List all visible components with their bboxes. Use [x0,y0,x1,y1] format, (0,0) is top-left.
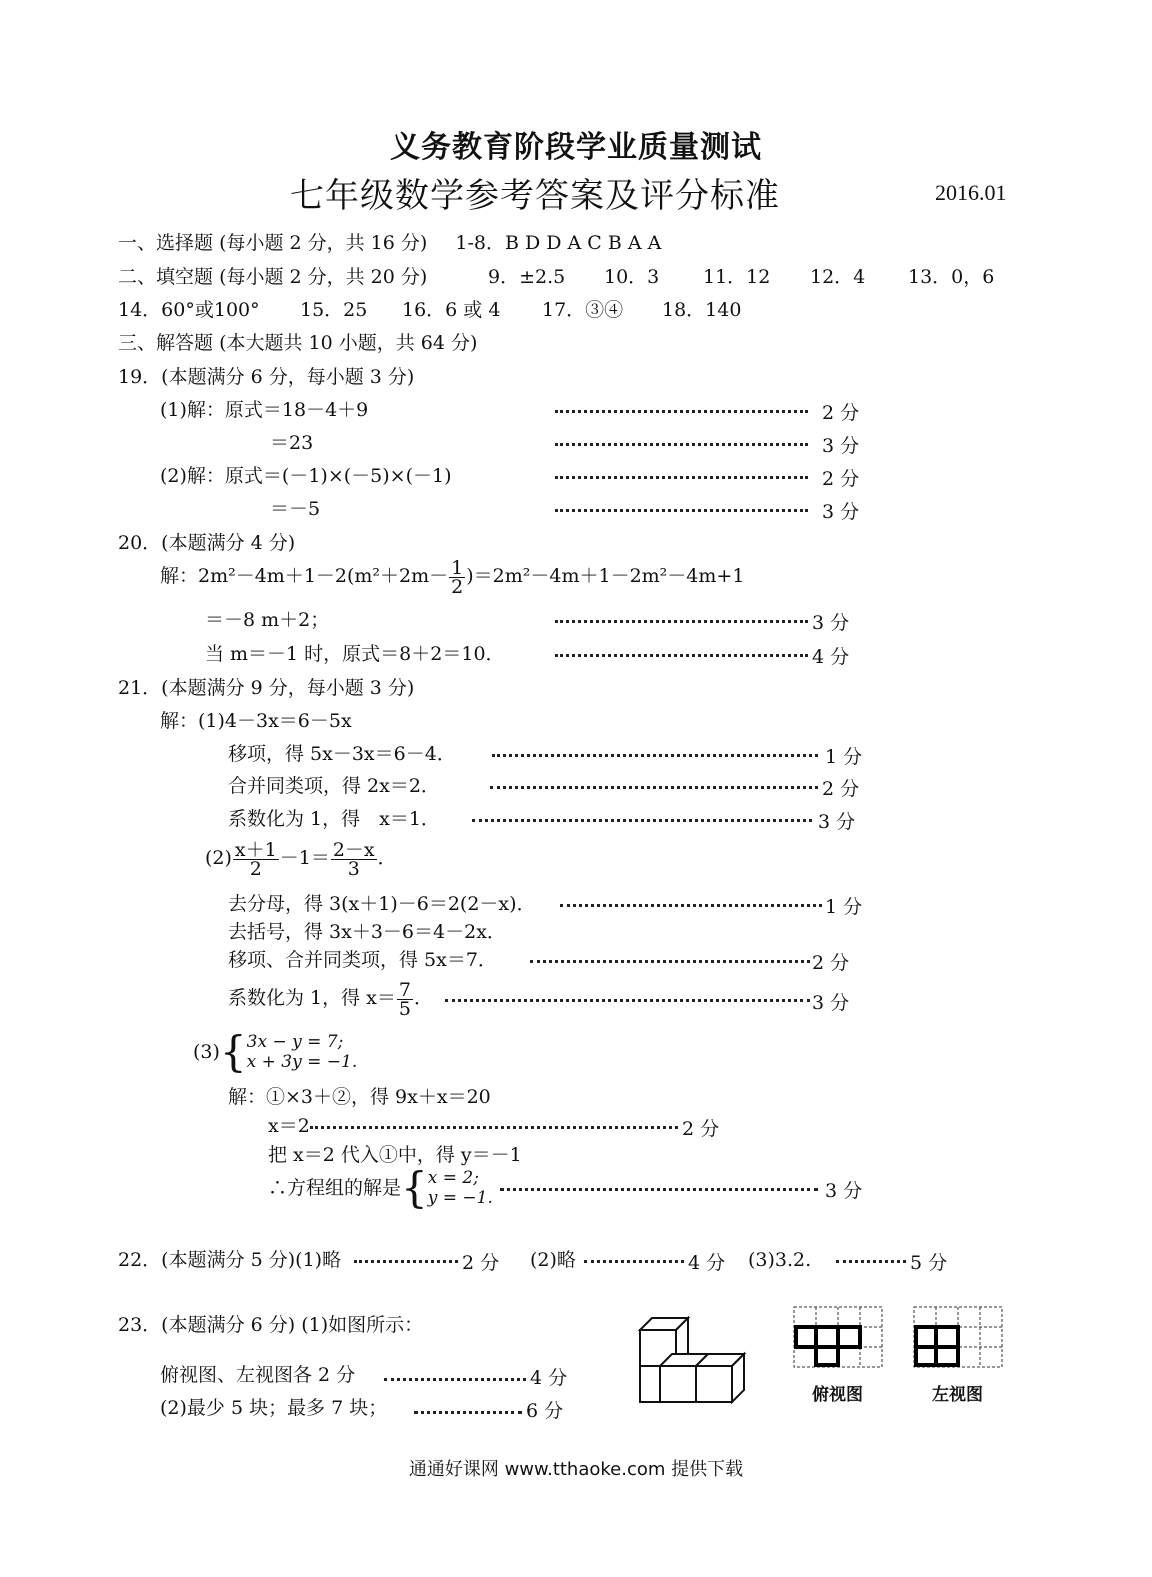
answer-10: 10．3 [604,266,660,288]
q21-step: 解：①×3＋②，得 9x＋x＝20 [228,1086,491,1108]
section-label: 三、解答题 [118,332,214,354]
answer-17: 17．③④ [542,299,624,321]
cube-stack-figure [630,1300,760,1410]
score: 5 分 [910,1252,948,1274]
score: 2 分 [462,1252,500,1274]
answer: (3)3.2. [748,1249,812,1271]
fraction: $\frac{2-x}{3}$ [332,838,375,880]
answer: (1)如图所示： [301,1314,424,1336]
answer-16: 16．6 或 4 [402,299,501,321]
q21-step: 系数化为 1，得 x＝1． [228,808,440,830]
leader-dots [384,1378,526,1381]
q23-line [118,1313,423,1337]
q23-line3: (2)最少 5 块；最多 7 块； [160,1397,388,1419]
q21-step: x＝2 [268,1115,310,1137]
answer-18: 18．140 [662,299,742,321]
expression: 系数化为 1，得 x＝ [228,987,396,1009]
expression: ． [413,987,433,1009]
leader-dots [492,754,818,757]
expression: 解：2m²－4m＋1－2(m²＋2m－ [160,565,449,587]
leader-dots [310,1126,678,1129]
q21-part2 [205,838,397,878]
left-view-grid [912,1305,1004,1371]
footer-text: 通通好课网 www.tthaoke.com 提供下载 [408,1459,744,1480]
answer: (2)略 [530,1249,576,1271]
expression: )＝2m²－4m＋1－2m²－4m+1 [466,565,745,587]
leader-dots [584,1260,684,1263]
q19-line4: ＝－5 [270,498,321,520]
section-choice [118,231,661,255]
score: 4 分 [688,1252,726,1274]
score: 1 分 [825,746,863,768]
score: 1 分 [825,896,863,918]
score: 3 分 [812,612,850,634]
q21-part1: 解：(1)4－3x＝6－5x [160,710,352,732]
q19-line2: ＝23 [270,432,314,454]
part-label: (2) [205,847,232,869]
section-note: (每小题 2 分，共 20 分) [219,266,428,288]
left-view-caption: 左视图 [932,1385,983,1405]
q23-line2: 俯视图、左视图各 2 分 [160,1364,356,1386]
answer-12: 12．4 [810,266,866,288]
answer-13: 13．0，6 [908,266,995,288]
q22-line [118,1248,341,1272]
expression: －1＝ [279,847,330,869]
q21-step: 移项，得 5x－3x＝6－4． [228,743,456,765]
q20-line1 [160,556,744,596]
q21-step: 移项、合并同类项，得 5x＝7． [228,949,497,971]
leader-dots [555,443,808,446]
q19-line1: (1)解：原式＝18－4＋9 [160,399,369,421]
q21-step: 去分母，得 3(x＋1)－6＝2(2－x)． [228,893,536,915]
q21-step: 把 x＝2 代入①中，得 y＝－1 [268,1144,522,1166]
q21-step [228,978,433,1018]
section-label: 一、选择题 [118,232,214,254]
q20-line2: ＝－8 m＋2； [205,609,330,631]
leader-dots [560,904,822,907]
q21-step: 合并同类项，得 2x＝2． [228,775,440,797]
answer-11: 11．12 [703,266,771,288]
q19-heading: 19．(本题满分 6 分，每小题 3 分) [118,366,415,388]
score: 2 分 [822,468,860,490]
score: 3 分 [822,435,860,457]
expression: ∴方程组的解是 [268,1177,402,1199]
leader-dots [445,999,810,1002]
score: 2 分 [812,952,850,974]
top-view-caption: 俯视图 [812,1385,863,1405]
score: 2 分 [682,1118,720,1140]
page-title: 义务教育阶段学业质量测试 [390,130,762,165]
leader-dots [555,476,808,479]
score: 3 分 [812,992,850,1014]
brace-icon: { [219,1027,247,1076]
leader-dots [472,819,812,822]
q23-heading: 23．(本题满分 6 分) [118,1314,296,1336]
q21-step [268,1163,493,1212]
score: 2 分 [822,402,860,424]
equation-system: x = 2; y = −1. [427,1168,493,1208]
score: 3 分 [825,1180,863,1202]
leader-dots [414,1411,522,1414]
leader-dots [555,620,808,623]
leader-dots [490,786,818,789]
leader-dots [354,1260,458,1263]
score: 4 分 [812,646,850,668]
leader-dots [836,1260,906,1263]
q22-heading: 22．(本题满分 5 分) [118,1249,296,1271]
leader-dots [500,1188,818,1191]
brace-icon: { [401,1163,428,1212]
score: 6 分 [526,1400,564,1422]
section-solve [118,331,477,355]
section-note: (每小题 2 分，共 16 分) [219,232,428,254]
section-label: 二、填空题 [118,266,214,288]
top-view-grid [792,1305,884,1371]
score: 4 分 [530,1367,568,1389]
q20-heading: 20．(本题满分 4 分) [118,532,296,554]
section-fill [118,265,427,289]
q19-line3: (2)解：原式＝(－1)×(－5)×(－1) [160,465,452,487]
leader-dots [530,960,810,963]
expression: ． [377,847,397,869]
score: 3 分 [822,501,860,523]
choice-answers: 1-8．B D D A C B A A [455,232,662,254]
leader-dots [555,654,808,657]
answer-14: 14．60°或100° [118,299,260,321]
q21-step: 去括号，得 3x＋3－6＝4－2x． [228,921,506,943]
answer: (1)略 [295,1249,342,1271]
part-label: (3) [193,1041,220,1063]
fraction: $\frac{1}{2}$ [451,556,464,598]
date-label: 2016.01 [935,180,1007,205]
answer-9: 9．±2.5 [488,266,566,288]
q20-line3: 当 m＝－1 时，原式＝8＋2＝10． [205,643,505,665]
page-subtitle: 七年级数学参考答案及评分标准 [290,176,780,216]
q21-part3 [193,1027,358,1076]
leader-dots [555,410,808,413]
section-note: (本大题共 10 小题，共 64 分) [219,332,478,354]
equation-system: 3x − y = 7; x + 3y = −1. [246,1032,358,1072]
score: 2 分 [822,778,860,800]
leader-dots [555,509,808,512]
score: 3 分 [818,811,856,833]
fraction: $\frac{7}{5}$ [398,978,411,1020]
q21-heading: 21．(本题满分 9 分，每小题 3 分) [118,677,415,699]
answer-15: 15．25 [300,299,368,321]
fraction: $\frac{x+1}{2}$ [234,838,277,880]
